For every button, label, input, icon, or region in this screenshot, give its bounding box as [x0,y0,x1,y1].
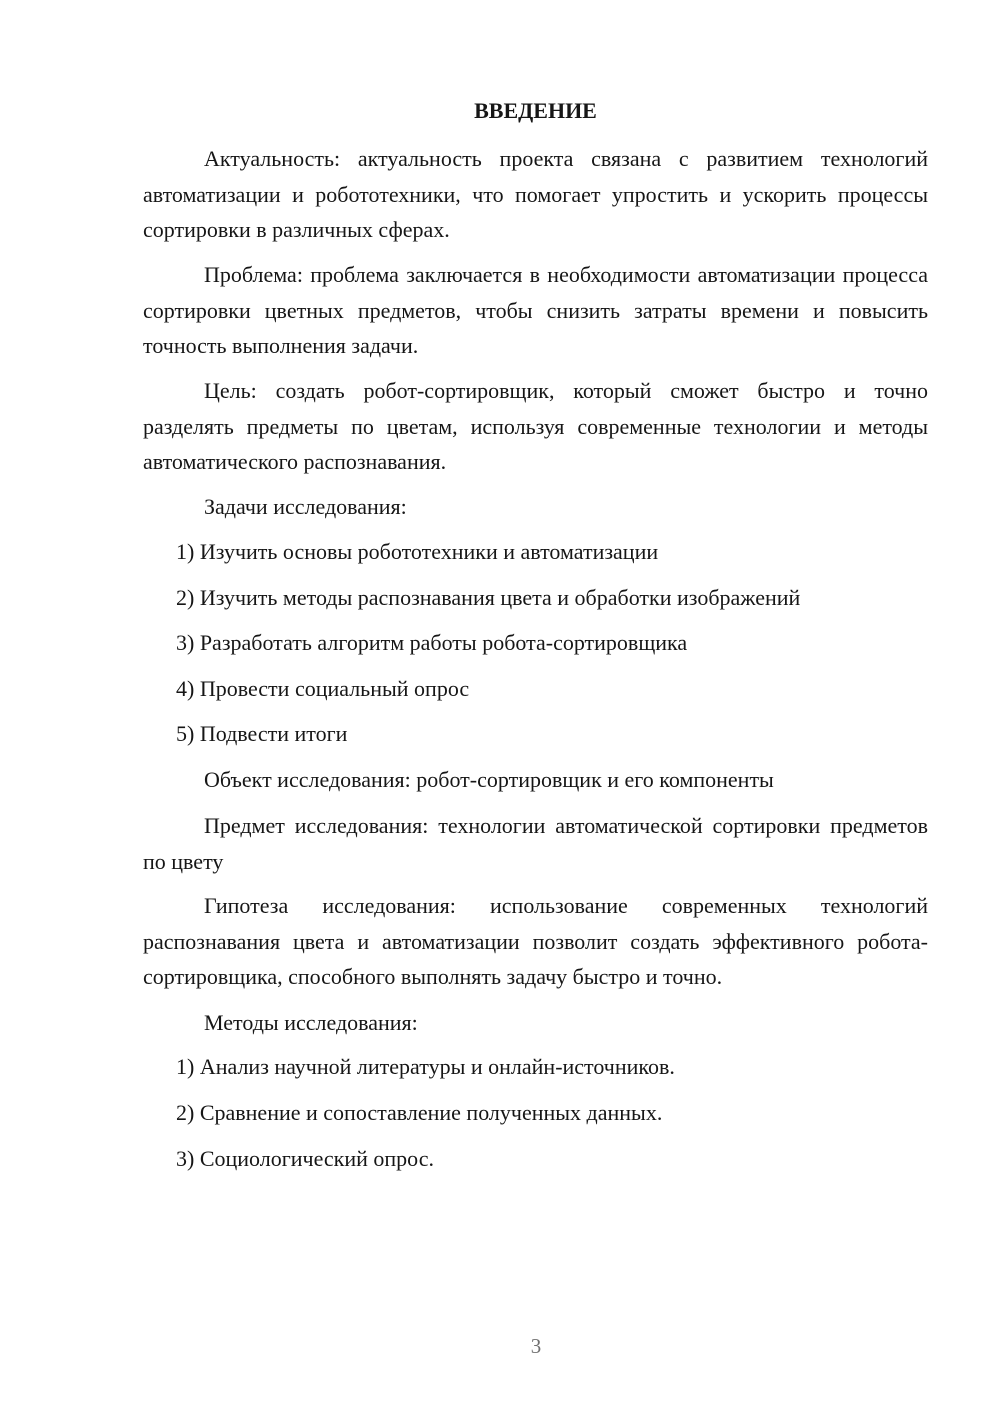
list-item: 3) Разработать алгоритм работы робота-сортировщика [176,630,688,655]
paragraph-object: Объект исследования: робот-сортировщик и его компоненты [204,767,774,792]
list-item: 1) Изучить основы робототехники и автоматизации [176,539,659,564]
page-title: ВВЕДЕНИЕ [474,98,597,123]
paragraph-hypothesis: Гипотеза исследования: использование современных технологий распознавания цвета и автоматизации позволит создать эффективного робота-сортировщика, способного выполнять задачу быстро и точно. [143,893,928,989]
list-item: 2) Сравнение и сопоставление полученных данных. [176,1100,663,1125]
list-item: 2) Изучить методы распознавания цвета и обработки изображений [176,585,801,610]
paragraph-problem: Проблема: проблема заключается в необходимости автоматизации процесса сортировки цветных предметов, чтобы снизить затраты времени и повысить точность выполнения задачи. [143,262,928,358]
paragraph-goal: Цель: создать робот-сортировщик, который сможет быстро и точно разделять предметы по цветам, используя современные технологии и методы автоматического распознавания. [143,378,928,474]
list-item: 3) Социологический опрос. [176,1146,434,1171]
methods-heading: Методы исследования: [204,1010,418,1035]
tasks-heading: Задачи исследования: [204,494,407,519]
paragraph-relevance: Актуальность: актуальность проекта связана с развитием технологий автоматизации и робототехники, что помогает упростить и ускорить процессы сортировки в различных сферах. [143,146,928,242]
page-number: 3 [530,1334,542,1358]
list-item: 4) Провести социальный опрос [176,676,470,701]
list-item: 5) Подвести итоги [176,721,348,746]
paragraph-subject: Предмет исследования: технологии автоматической сортировки предметов по цвету [143,813,928,874]
list-item: 1) Анализ научной литературы и онлайн-источников. [176,1054,675,1079]
